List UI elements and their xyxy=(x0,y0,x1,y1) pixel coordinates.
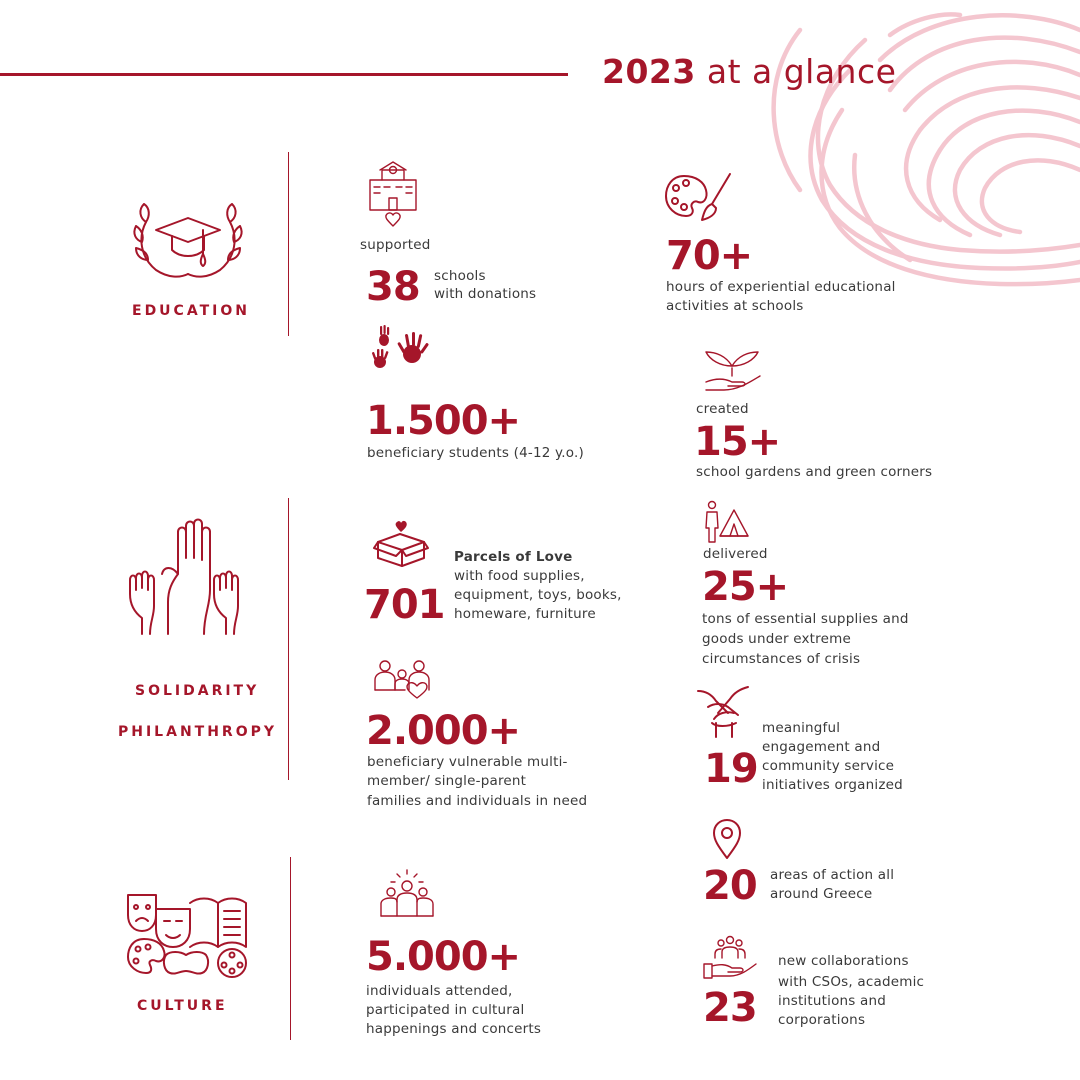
collabs-value: 23 xyxy=(703,985,757,1031)
gift-box-icon xyxy=(374,520,428,570)
family-icon xyxy=(373,656,433,700)
gardens-value: 15+ xyxy=(694,419,781,465)
attended-line1: individuals attended, xyxy=(366,983,513,999)
page-title xyxy=(602,52,896,91)
hours-line1: hours of experiential educational xyxy=(666,279,896,295)
gardens-pre-label: created xyxy=(696,401,749,417)
solidarity-divider xyxy=(288,498,289,780)
header-rule xyxy=(0,73,568,76)
areas-line2: around Greece xyxy=(770,886,873,902)
areas-value: 20 xyxy=(703,863,757,909)
graduation-laurel-icon xyxy=(128,182,248,282)
hours-value: 70+ xyxy=(666,233,753,279)
stacked-hands-icon xyxy=(694,683,754,739)
students-value: 1.500+ xyxy=(366,398,521,444)
title-rest: at a glance xyxy=(695,52,897,91)
families-line2: member/ single-parent xyxy=(367,773,527,789)
tons-line1: tons of essential supplies and xyxy=(702,611,909,627)
seedling-hand-icon xyxy=(702,344,762,394)
education-divider xyxy=(288,152,289,336)
parcels-line1: with food supplies, xyxy=(454,568,585,584)
category-philanthropy: PHILANTHROPY xyxy=(118,724,278,740)
palette-brush-icon xyxy=(664,170,734,230)
families-line3: families and individuals in need xyxy=(367,793,588,809)
collabs-line1: new collaborations xyxy=(778,953,909,969)
category-education: EDUCATION xyxy=(132,303,250,319)
attended-value: 5.000+ xyxy=(366,934,521,980)
location-pin-icon xyxy=(712,818,742,860)
families-line1: beneficiary vulnerable multi- xyxy=(367,754,568,770)
schools-pre-label: supported xyxy=(360,237,431,253)
gardens-line1: school gardens and green corners xyxy=(696,464,933,480)
handprints-icon xyxy=(370,324,440,374)
culture-divider xyxy=(290,857,291,1040)
tons-pre-label: delivered xyxy=(703,546,768,562)
initiatives-line2: engagement and xyxy=(762,739,881,755)
attended-line2: participated in cultural xyxy=(366,1002,525,1018)
schools-line2: with donations xyxy=(434,286,537,302)
tons-line3: circumstances of crisis xyxy=(702,651,861,667)
parcels-value: 701 xyxy=(364,582,445,628)
raised-hands-icon xyxy=(128,518,248,638)
families-value: 2.000+ xyxy=(366,708,521,754)
schools-value: 38 xyxy=(366,264,420,310)
tons-line2: goods under extreme xyxy=(702,631,851,647)
areas-line1: areas of action all xyxy=(770,867,895,883)
attended-line3: happenings and concerts xyxy=(366,1021,542,1037)
initiatives-line4: initiatives organized xyxy=(762,777,903,793)
theatre-masks-icon xyxy=(126,893,252,979)
schools-line1: schools xyxy=(434,268,486,284)
tons-value: 25+ xyxy=(702,564,789,610)
category-solidarity: SOLIDARITY xyxy=(135,683,260,699)
initiatives-line3: community service xyxy=(762,758,895,774)
title-year: 2023 xyxy=(602,52,696,91)
parcels-line2: equipment, toys, books, xyxy=(454,587,622,603)
parcels-bold: Parcels of Love xyxy=(454,549,573,565)
hours-line2: activities at schools xyxy=(666,298,804,314)
students-line1: beneficiary students (4-12 y.o.) xyxy=(367,445,584,461)
category-culture: CULTURE xyxy=(137,998,228,1014)
initiatives-line1: meaningful xyxy=(762,720,841,736)
parcels-line3: homeware, furniture xyxy=(454,606,596,622)
hand-people-icon xyxy=(702,934,758,980)
school-building-icon xyxy=(368,160,418,230)
initiatives-value: 19 xyxy=(704,746,758,792)
collabs-line2: with CSOs, academic xyxy=(778,974,925,990)
person-tent-icon xyxy=(700,500,750,544)
collabs-line3: institutions and xyxy=(778,993,887,1009)
collabs-line4: corporations xyxy=(778,1012,866,1028)
audience-icon xyxy=(379,868,435,918)
